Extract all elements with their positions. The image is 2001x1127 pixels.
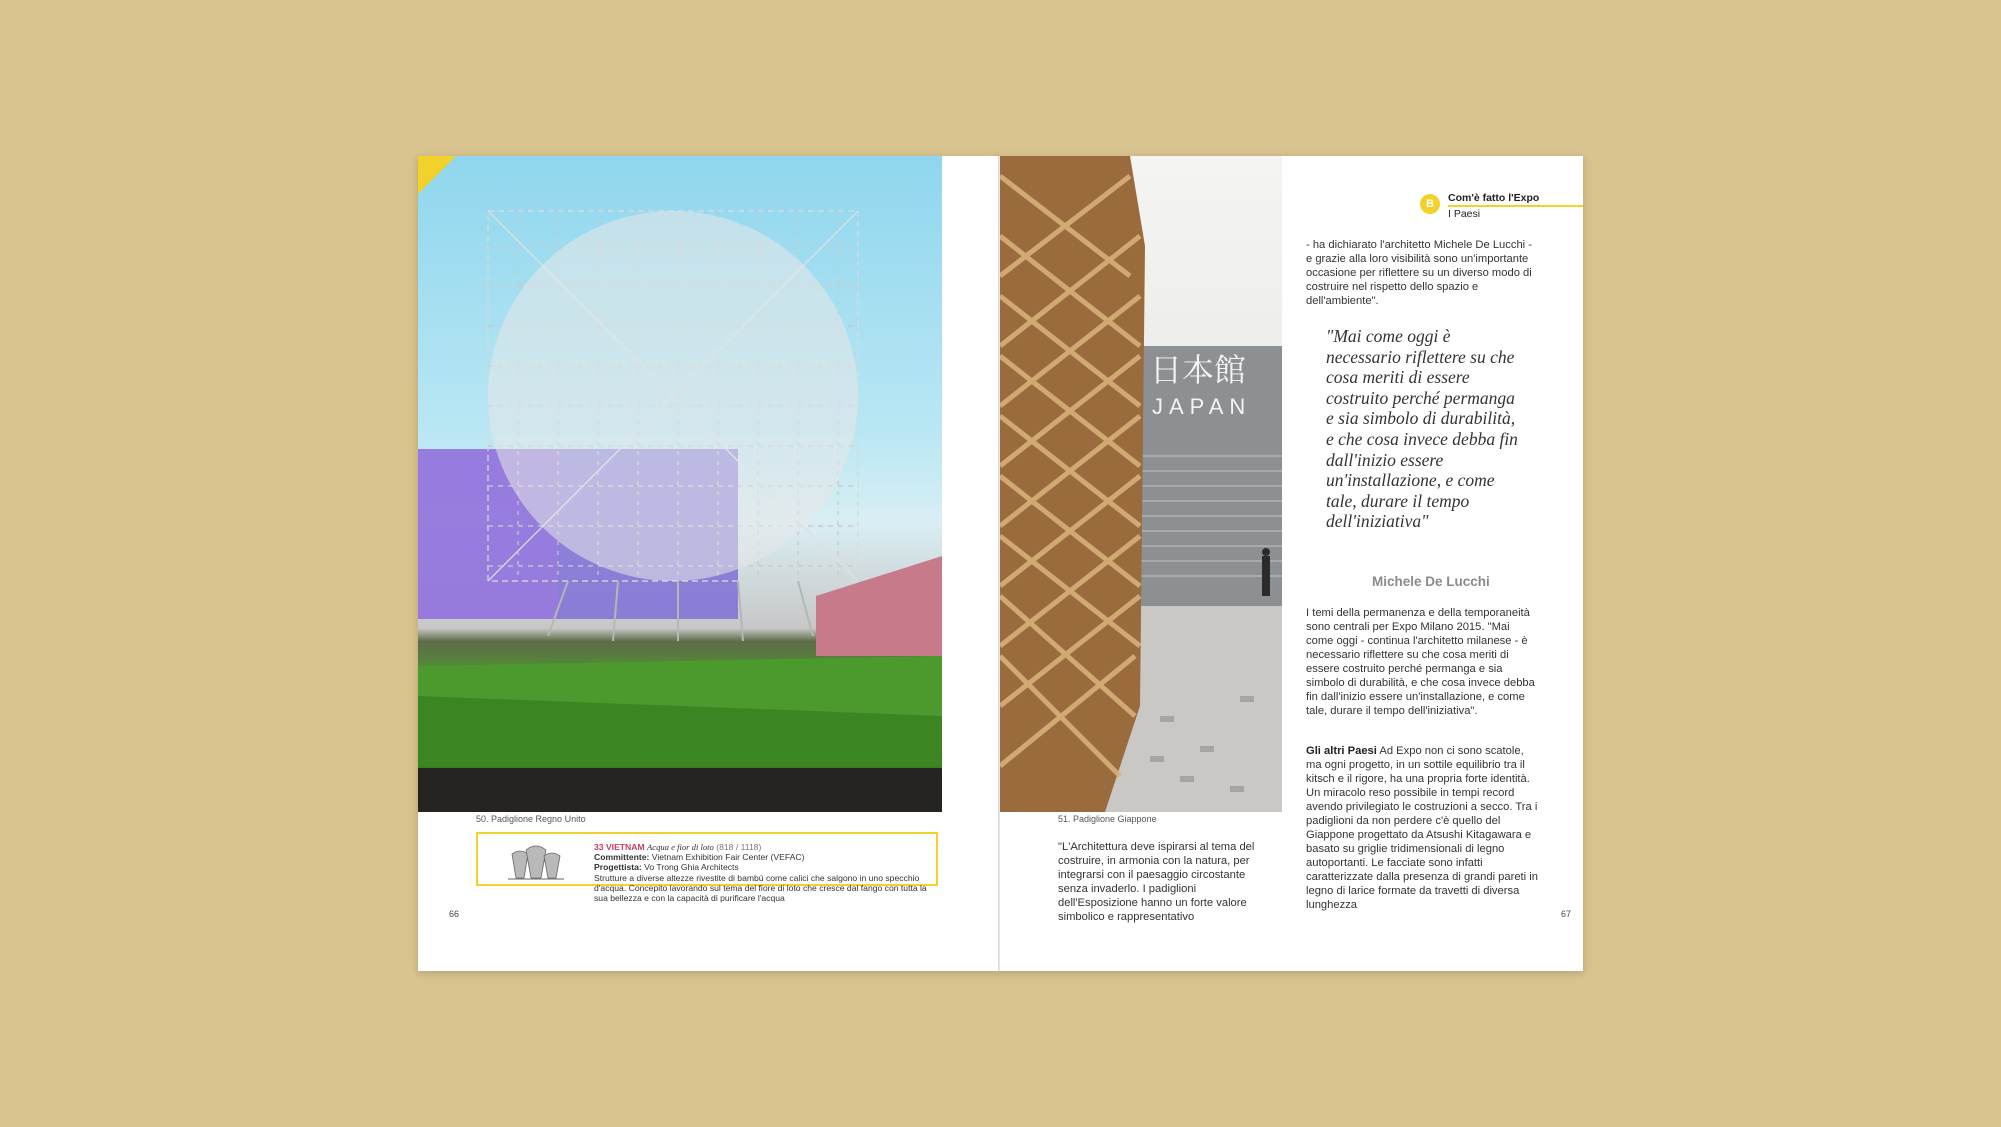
client-value: Vietnam Exhibition Fair Center (VEFAC) [651,852,805,863]
photo-caption-uk: 50. Padiglione Regno Unito [476,814,586,824]
vietnam-box-text [594,842,939,903]
left-page [418,156,998,971]
photo-japan-pavilion [1000,156,1282,812]
column-left-text: "L'Architettura deve ispirarsi al tema del costruire, in armonia con la natura, per integrarsi con il paesaggio circostante senza invaderlo. I padiglioni dell'Esposizione hanno un forte valore simbolico e rappresentativo [1058,841,1255,923]
paragraph-altri-paesi [1306,744,1538,912]
vietnam-area: (818 / 1118) [716,842,762,852]
section-title: Com'è fatto l'Expo [1448,192,1540,204]
photo-uk-pavilion [418,156,942,812]
body-altri-paesi: Ad Expo non ci sono scatole, ma ogni progetto, in un sottile equilibrio tra il kitsch e il rigore, ha una propria forte identità. Un miracolo reso possibile in tempi record avendo privilegiato le costruzioni a secco. Tra i padiglioni da non perdere c'è quello del Giappone progettato da Atsushi Kitagawara e basato su griglie tridimensionali di legno autoportanti. Le facciate sono infatti caratterizzate dalla presenza di grandi pareti in legno di larice formate da travetti di diversa lunghezza [1306,745,1538,911]
intro-paragraph: - ha dichiarato l'architetto Michele De Lucchi - e grazie alla loro visibilità sono un'importante occasione per riflettere su un diverso modo di costruire nel rispetto dello spazio e dell'ambiente". [1306,239,1532,307]
client-label: Committente: [594,852,650,863]
japan-sign-kanji: 日本館 [1150,351,1247,389]
page-number-right: 67 [1561,909,1572,919]
paragraph-temi: I temi della permanenza e della temporaneità sono centrali per Expo Milano 2015. "Mai come oggi - continua l'architetto milanese - è necessario riflettere su che cosa meriti di essere costruito perché permanga e sia simbolo di durabilità, e che cosa invece debba fin dall'inizio essere un'installazione, e come tale, durare il tempo dell'iniziativa". [1306,607,1535,717]
magazine-spread [418,156,1583,971]
section-badge: B [1420,194,1440,214]
vietnam-pavilion-sketch [506,838,566,882]
section-subtitle: I Paesi [1448,208,1481,220]
photo-caption-japan: 51. Padiglione Giappone [1058,814,1157,824]
section-rule [1448,205,1583,207]
quote-author: Michele De Lucchi [1372,574,1490,589]
japan-sign-latin: JAPAN [1152,394,1252,419]
vietnam-number: 33 [594,842,604,852]
vietnam-box-bar [476,832,478,884]
heading-altri-paesi: Gli altri Paesi [1306,745,1377,757]
corner-accent [418,156,456,194]
right-page [1000,156,1583,971]
page-number-left: 66 [449,909,460,919]
designer-label: Progettista: [594,862,642,873]
vietnam-country: VIETNAM [605,842,645,852]
vietnam-title: Acqua e fior di loto [647,842,714,852]
pull-quote: "Mai come oggi è necessario riflettere su che cosa meriti di essere costruito perché permanga e sia simbolo di durabilità, e che cosa invece debba fin dall'inizio essere un'installazione, e come tale, durare il tempo dell'iniziativa" [1326,326,1518,532]
vietnam-description: Strutture a diverse altezze rivestite di bambù come calici che salgono in uno specchio d'acqua. Concepito lavorando sul tema del fiore di loto che cresce dal fango con tutta la sua bellezza e con la capacità di purificare l'acqua [594,872,927,904]
designer-value: Vo Trong Ghia Architects [644,862,739,873]
